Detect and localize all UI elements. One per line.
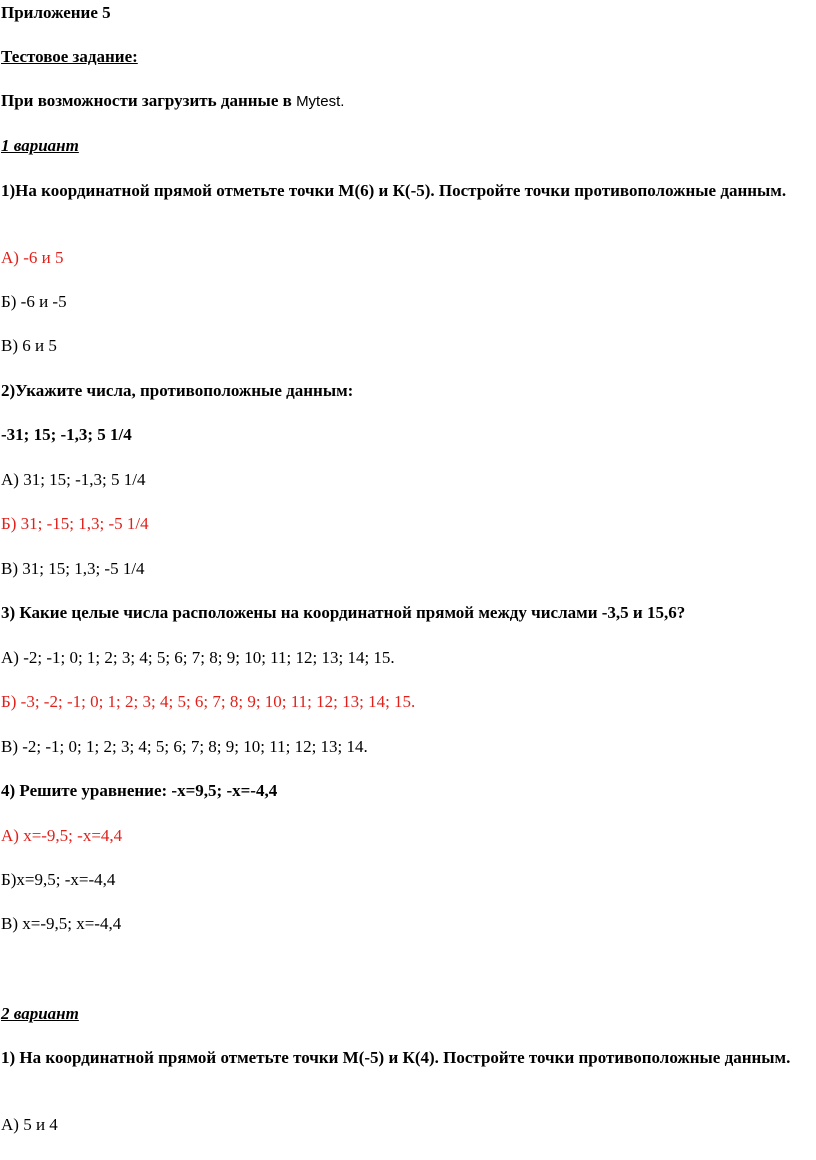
v1-question-3: 3) Какие целые числа расположены на координатной прямой между числами -3,5 и 15,6? <box>1 603 686 622</box>
load-text: При возможности загрузить данные в <box>1 91 292 110</box>
appendix-title: Приложение 5 <box>1 3 111 22</box>
v1-q1-answer-c: В) 6 и 5 <box>1 336 57 355</box>
variant-2-title: 2 вариант <box>1 1004 79 1023</box>
v1-q2-answer-a: А) 31; 15; -1,3; 5 1/4 <box>1 470 146 489</box>
v1-q2-numbers: -31; 15; -1,3; 5 1/4 <box>1 425 132 444</box>
v1-question-1: 1)На координатной прямой отметьте точки М(6) и К(-5). Постройте точки противоположные данным. <box>1 181 787 200</box>
load-app-name: Mytest. <box>296 93 345 110</box>
v1-q4-answer-c: В) х=-9,5; х=-4,4 <box>1 914 122 933</box>
variant-1-title: 1 вариант <box>1 136 79 155</box>
test-title: Тестовое задание: <box>1 47 138 66</box>
load-instruction <box>1 91 344 112</box>
v1-q3-answer-c: В) -2; -1; 0; 1; 2; 3; 4; 5; 6; 7; 8; 9; 10; 11; 12; 13; 14. <box>1 737 368 756</box>
v1-q1-answer-a: А) -6 и 5 <box>1 248 64 267</box>
v1-q3-answer-a: А) -2; -1; 0; 1; 2; 3; 4; 5; 6; 7; 8; 9; 10; 11; 12; 13; 14; 15. <box>1 648 395 667</box>
v1-question-4: 4) Решите уравнение: -х=9,5; -х=-4,4 <box>1 781 278 800</box>
v2-q1-answer-a: А) 5 и 4 <box>1 1115 58 1134</box>
v2-question-1: 1) На координатной прямой отметьте точки М(-5) и К(4). Постройте точки противоположные данным. <box>1 1048 791 1067</box>
v1-q3-answer-b: Б) -3; -2; -1; 0; 1; 2; 3; 4; 5; 6; 7; 8; 9; 10; 11; 12; 13; 14; 15. <box>1 692 416 711</box>
v1-q4-answer-b: Б)х=9,5; -х=-4,4 <box>1 870 116 889</box>
v1-q1-answer-b: Б) -6 и -5 <box>1 292 67 311</box>
v1-q2-answer-b: Б) 31; -15; 1,3; -5 1/4 <box>1 514 149 533</box>
v1-question-2: 2)Укажите числа, противоположные данным: <box>1 381 354 400</box>
v1-q4-answer-a: А) х=-9,5; -х=4,4 <box>1 826 123 845</box>
v1-q2-answer-c: В) 31; 15; 1,3; -5 1/4 <box>1 559 145 578</box>
